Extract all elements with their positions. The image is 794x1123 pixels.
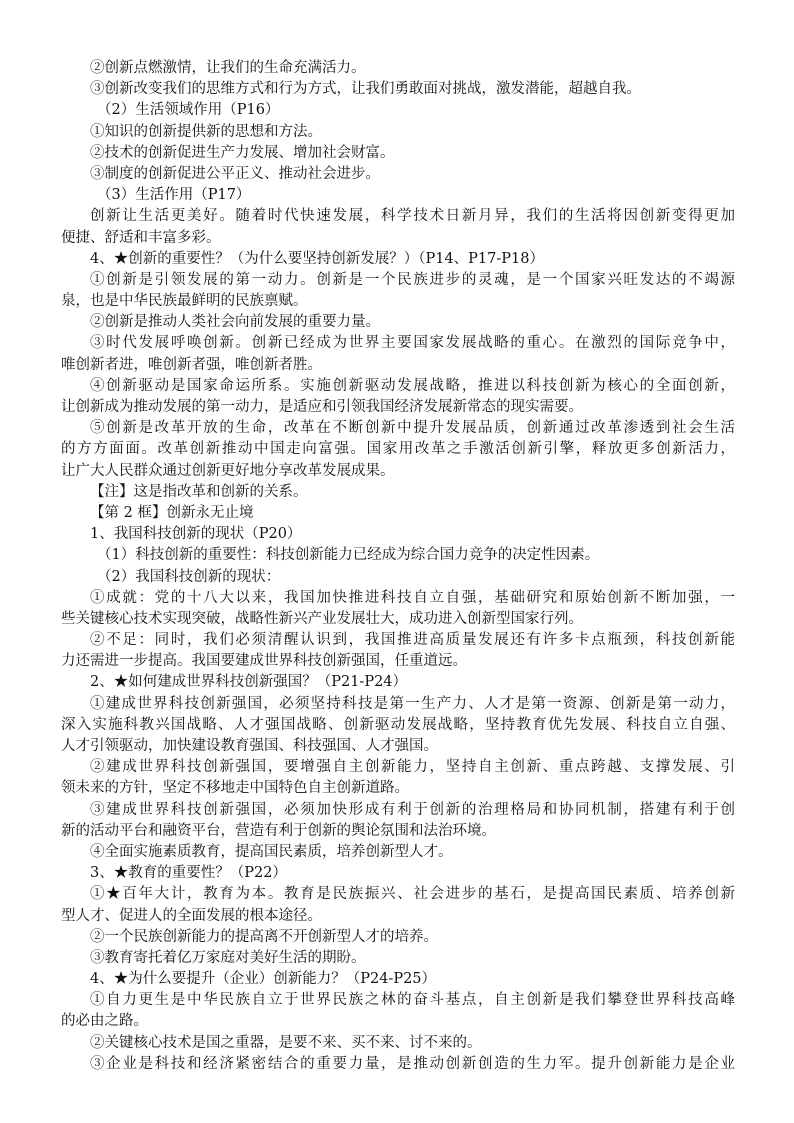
text-line: ③制度的创新促进公平正义、推动社会进步。 [90, 165, 380, 182]
text-line: ①创新是引领发展的第一动力。创新是一个民族进步的灵魂，是一个国家兴旺发达的不竭源 [90, 271, 735, 288]
text-line: 新的活动平台和融资平台，营造有利于创新的舆论氛围和法治环境。 [61, 822, 496, 839]
text-line: 唯创新者进，唯创新者强，唯创新者胜。 [61, 356, 322, 373]
text-line: 让创新成为推动发展的第一动力，是适应和引领我国经济发展新常态的现实需要。 [61, 399, 583, 415]
text-line: ①自力更生是中华民族自立于世界民族之林的奋斗基点，自主创新是我们攀登世界科技高峰 [90, 992, 735, 1009]
text-line: ②创新点燃激情，让我们的生命充满活力。 [90, 60, 366, 76]
text-line: （1）科技创新的重要性：科技创新能力已经成为综合国力竞争的决定性因素。 [97, 547, 600, 564]
text-line: 力还需进一步提高。我国要建成世界科技创新强国，任重道远。 [61, 653, 467, 670]
text-line: ②技术的创新促进生产力发展、增加社会财富。 [90, 144, 395, 161]
text-line: ①知识的创新提供新的思想和方法。 [90, 123, 322, 140]
text-line: ①建成世界科技创新强国，必须坚持科技是第一生产力、人才是第一资源、创新是第一动力， [90, 695, 735, 712]
text-line: ②创新是推动人类社会向前发展的重要力量。 [90, 314, 380, 331]
text-line: 便捷、舒适和丰富多彩。 [61, 229, 221, 246]
text-line: ③时代发展呼唤创新。创新已经成为世界主要国家发展战略的重心。在激烈的国际竞争中， [90, 335, 735, 352]
text-line: 深入实施科教兴国战略、人才强国战略、创新驱动发展战略，坚持教育优先发展、科技自立自强、 [61, 716, 735, 733]
document-body [61, 58, 735, 1075]
text-line: 1、我国科技创新的现状（P20） [90, 526, 302, 543]
text-line: 的必由之路。 [61, 1013, 148, 1030]
text-line: ③企业是科技和经济紧密结合的重要力量，是推动创新创造的生力军。提升创新能力是企业 [90, 1055, 735, 1072]
text-line: （2）我国科技创新的现状： [97, 568, 281, 585]
text-line: 些关键核心技术实现突破，战略性新兴产业发展壮大，成功进入创新型国家行列。 [61, 610, 583, 627]
text-line: ③教育寄托着亿万家庭对美好生活的期盼。 [90, 949, 366, 966]
text-line: 的方方面面。改革创新推动中国走向富强。国家用改革之手激活创新引擎，释放更多创新活力， [61, 441, 735, 458]
text-line: 泉，也是中华民族最鲜明的民族禀赋。 [61, 293, 308, 310]
text-line: ③创新改变我们的思维方式和行为方式，让我们勇敢面对挑战，激发潜能，超越自我。 [90, 81, 641, 98]
text-line: 4、★创新的重要性？（为什么要坚持创新发展？）（P14、P17-P18） [90, 250, 544, 267]
text-line: 【第 2 框】创新永无止境 [90, 504, 254, 521]
text-line: 2、★如何建成世界科技创新强国？（P21-P24） [90, 674, 408, 691]
text-line: 型人才、促进人的全面发展的根本途径。 [61, 907, 322, 924]
text-line: （2）生活领域作用（P16） [97, 102, 280, 119]
text-line: （3）生活作用（P17） [97, 187, 251, 204]
text-line: ①成就：党的十八大以来，我国加快推进科技自立自强，基础研究和原始创新不断加强，一 [90, 589, 735, 606]
text-line: 4、★为什么要提升（企业）创新能力？（P24-P25） [90, 971, 437, 988]
text-line: 【注】这是指改革和创新的关系。 [90, 483, 308, 500]
text-line: 创新让生活更美好。随着时代快速发展，科学技术日新月异，我们的生活将因创新变得更加 [90, 208, 735, 225]
text-line: ②关键核心技术是国之重器，是要不来、买不来、讨不来的。 [90, 1034, 482, 1051]
text-line: 人才引领驱动，加快建设教育强国、科技强国、人才强国。 [61, 738, 438, 754]
text-line: 让广大人民群众通过创新更好地分享改革发展成果。 [61, 462, 395, 479]
text-line: ②不足：同时，我们必须清醒认识到，我国推进高质量发展还有许多卡点瓶颈，科技创新能 [90, 632, 735, 649]
text-line: ②建成世界科技创新强国，要增强自主创新能力，坚持自主创新、重点跨越、支撑发展、引 [90, 759, 735, 776]
text-line: ③建成世界科技创新强国，必须加快形成有利于创新的治理格局和协同机制，搭建有利于创 [90, 801, 735, 818]
text-line: ②一个民族创新能力的提高离不开创新型人才的培养。 [90, 928, 438, 945]
text-line: 3、★教育的重要性？（P22） [90, 865, 287, 882]
text-line: 领未来的方针，坚定不移地走中国特色自主创新道路。 [61, 780, 409, 797]
text-line: ①★百年大计，教育为本。教育是民族振兴、社会进步的基石，是提高国民素质、培养创新 [90, 886, 735, 903]
text-line: ④全面实施素质教育，提高国民素质，培养创新型人才。 [90, 843, 453, 860]
text-line: ⑤创新是改革开放的生命，改革在不断创新中提升发展品质，创新通过改革渗透到社会生活 [90, 420, 735, 437]
text-line: ④创新驱动是国家命运所系。实施创新驱动发展战略，推进以科技创新为核心的全面创新， [90, 377, 735, 394]
